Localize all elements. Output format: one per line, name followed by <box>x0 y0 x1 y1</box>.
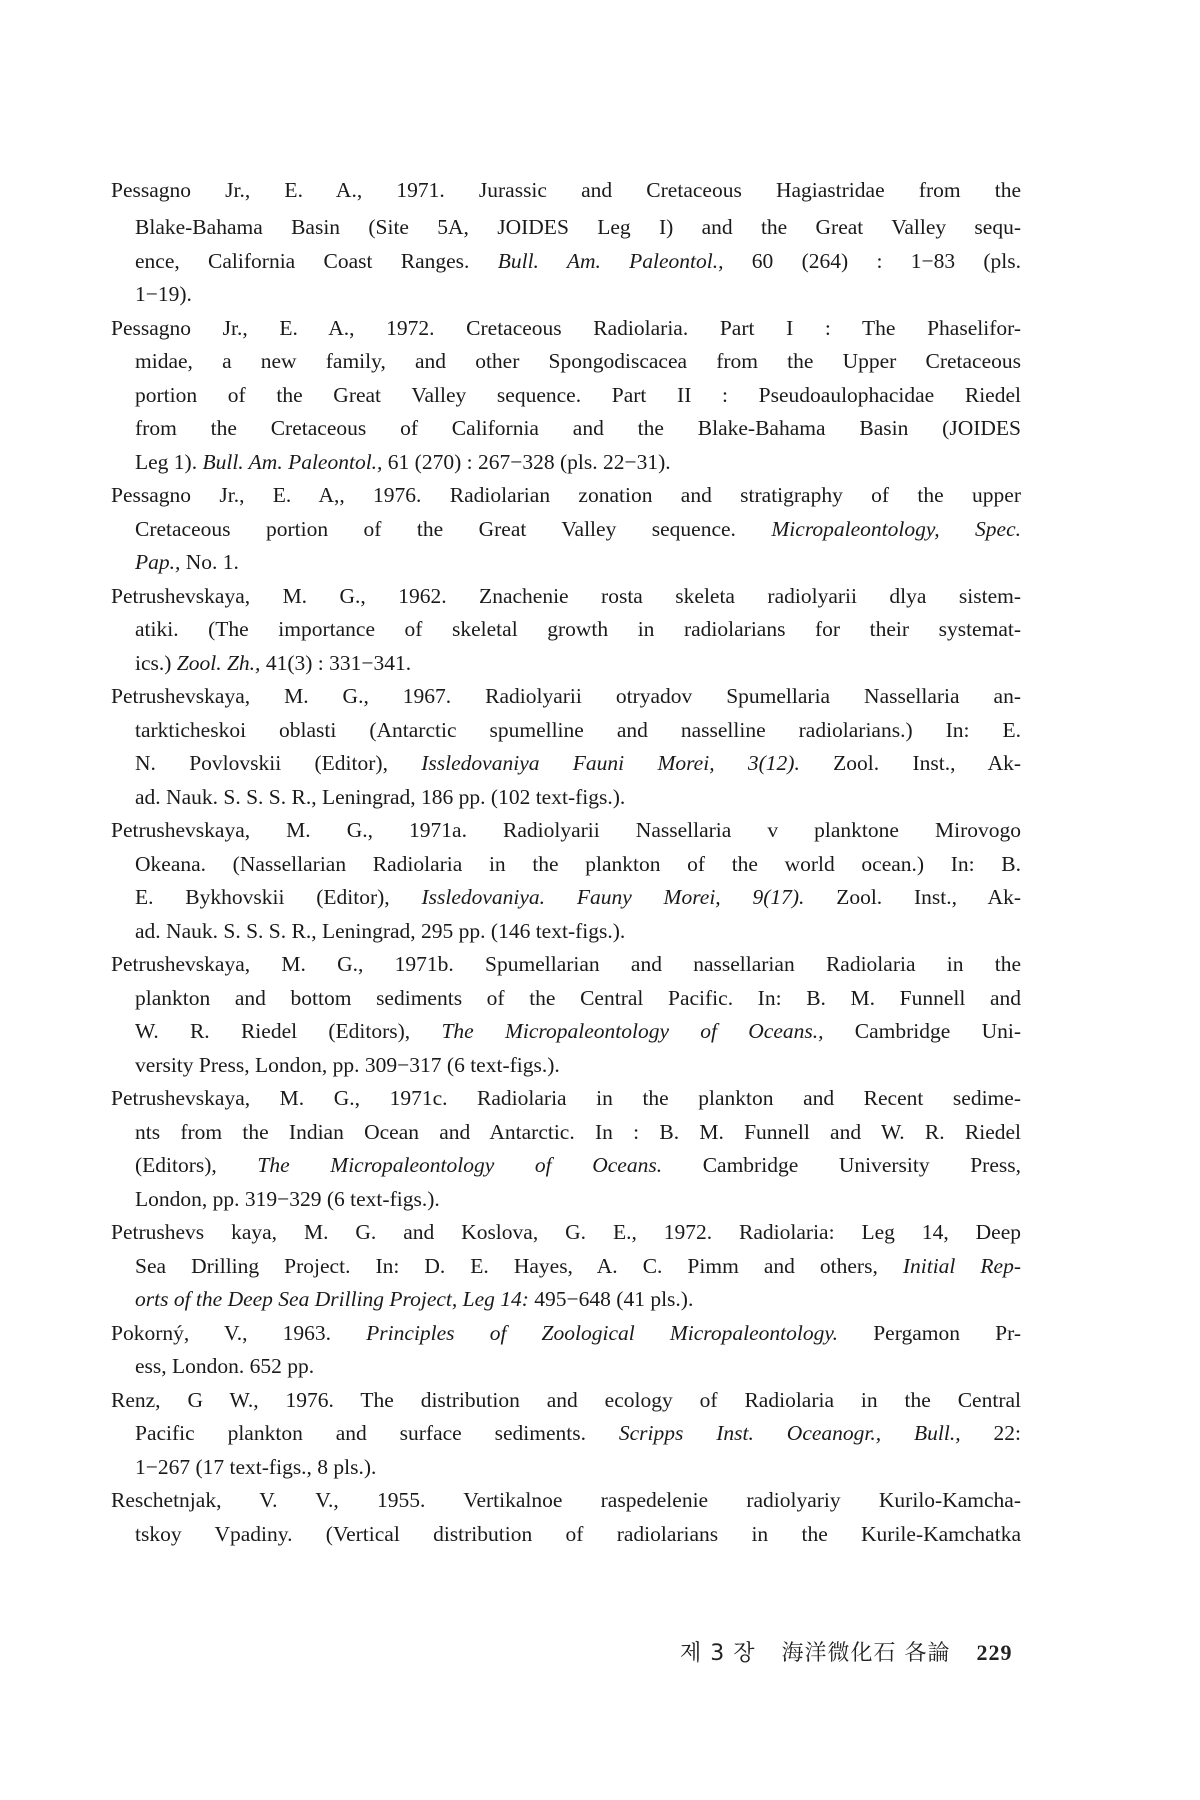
reference-line <box>111 915 1021 949</box>
reference-line <box>111 1350 1021 1384</box>
reference-entry <box>111 170 1021 312</box>
page-number: 229 <box>976 1640 1013 1665</box>
reference-text: ics.) <box>135 650 177 675</box>
reference-text: tskoy Vpadiny. (Vertical distribution of radiolarians in the Kurile-Kamchatka <box>135 1521 1021 1546</box>
reference-italic-title: Zool. Zh., <box>176 650 261 675</box>
reference-text: 60 (264) : 1−83 (pls. <box>723 248 1021 273</box>
reference-text: E. Bykhovskii (Editor), <box>135 885 422 909</box>
reference-text: tarkticheskoi oblasti (Antarctic spumelline and nasselline radiolarians.) In: E. <box>135 717 1021 742</box>
reference-line <box>111 881 1021 915</box>
reference-text: No. 1. <box>180 550 239 574</box>
reference-text: Petrushevskaya, M. G., 1971c. Radiolaria in the plankton and Recent sedime- <box>111 1086 1021 1110</box>
reference-line <box>111 781 1021 815</box>
reference-text: Petrushevskaya, M. G., 1962. Znachenie rosta skeleta radiolyarii dlya sistem- <box>111 583 1021 608</box>
reference-text: portion of the Great Valley sequence. Part II : Pseudoaulophacidae Riedel <box>135 382 1021 407</box>
reference-italic-title: orts of the Deep Sea Drilling Project, Leg 14: <box>135 1287 529 1311</box>
reference-text: Cambridge Uni- <box>823 1019 1021 1043</box>
reference-text: Sea Drilling Project. In: D. E. Hayes, A. C. Pimm and others, <box>135 1253 903 1278</box>
reference-text: atiki. (The importance of skeletal growth in radiolarians for their systemat- <box>135 617 1021 641</box>
reference-text: Petrushevskaya, M. G., 1971a. Radiolyarii Nassellaria v planktone Mirovogo <box>111 818 1021 842</box>
reference-italic-title: Principles of Zoological Micropaleontology. <box>366 1320 839 1345</box>
page-footer <box>680 1636 1013 1667</box>
reference-text: Pacific plankton and surface sediments. <box>135 1421 619 1445</box>
reference-italic-title: Micropaleontology, Spec. <box>771 516 1021 541</box>
reference-line <box>111 379 1021 413</box>
reference-entry <box>111 580 1021 681</box>
reference-text: 1−267 (17 text-figs., 8 pls.). <box>135 1454 377 1479</box>
reference-text: ad. Nauk. S. S. S. R., Leningrad, 295 pp. (146 text-figs.). <box>135 918 626 943</box>
reference-line <box>111 1384 1021 1418</box>
reference-text: Zool. Inst., Ak- <box>799 751 1022 775</box>
reference-text: versity Press, London, pp. 309−317 (6 text-figs.). <box>135 1052 560 1077</box>
reference-italic-title: Bull. Am. Paleontol., <box>202 449 383 474</box>
reference-line <box>111 1250 1021 1284</box>
reference-italic-title: The Micropaleontology of Oceans., <box>441 1019 824 1043</box>
reference-line <box>111 170 1021 211</box>
reference-text: Leg 1). <box>135 449 203 474</box>
reference-line <box>111 647 1021 681</box>
reference-text: W. R. Riedel (Editors), <box>135 1019 442 1043</box>
section-title: 海洋微化石 各論 <box>781 1641 951 1666</box>
reference-line <box>111 546 1021 580</box>
reference-text: Pokorný, V., 1963. <box>111 1320 367 1345</box>
reference-entry <box>111 312 1021 480</box>
reference-line <box>111 1049 1021 1083</box>
reference-entry <box>111 814 1021 948</box>
reference-text: Petrushevs kaya, M. G. and Koslova, G. E., 1972. Radiolaria: Leg 14, Deep <box>111 1220 1021 1244</box>
reference-text: plankton and bottom sediments of the Central Pacific. In: B. M. Funnell and <box>135 985 1021 1010</box>
reference-text: 495−648 (41 pls.). <box>528 1287 694 1311</box>
reference-text: ess, London. 652 pp. <box>135 1354 315 1378</box>
reference-text: midae, a new family, and other Spongodiscacea from the Upper Cretaceous <box>135 349 1021 373</box>
reference-italic-title: Pap., <box>135 550 181 574</box>
reference-line <box>111 982 1021 1016</box>
reference-text: 22: <box>960 1421 1021 1445</box>
reference-text: ad. Nauk. S. S. S. R., Leningrad, 186 pp. (102 text-figs.). <box>135 784 626 809</box>
reference-entry <box>111 1216 1021 1317</box>
reference-line <box>111 446 1021 480</box>
reference-list <box>111 170 1021 1551</box>
reference-text: 61 (270) : 267−328 (pls. 22−31). <box>382 449 671 474</box>
reference-text: Blake-Bahama Basin (Site 5A, JOIDES Leg I) and the Great Valley sequ- <box>135 215 1021 239</box>
reference-line <box>111 479 1021 513</box>
reference-line <box>111 1116 1021 1150</box>
reference-text: nts from the Indian Ocean and Antarctic. In : B. M. Funnell and W. R. Riedel <box>135 1119 1021 1144</box>
reference-italic-title: Issledovaniya. Fauny Morei, 9(17). <box>421 885 805 909</box>
reference-entry <box>111 948 1021 1082</box>
reference-line <box>111 714 1021 748</box>
reference-entry <box>111 1082 1021 1216</box>
reference-text: N. Povlovskii (Editor), <box>135 751 422 775</box>
reference-text: Petrushevskaya, M. G., 1971b. Spumellarian and nassellarian Radiolaria in the <box>111 952 1021 976</box>
reference-line <box>111 747 1021 781</box>
reference-entry <box>111 1384 1021 1485</box>
reference-text: Pessagno Jr., E. A., 1971. Jurassic and Cretaceous Hagiastridae from the <box>111 178 1021 202</box>
reference-text: from the Cretaceous of California and the Blake-Bahama Basin (JOIDES <box>135 416 1021 440</box>
reference-entry <box>111 1484 1021 1551</box>
reference-line <box>111 814 1021 848</box>
reference-text: Cambridge University Press, <box>662 1153 1021 1177</box>
reference-text: 41(3) : 331−341. <box>260 650 412 675</box>
reference-line <box>111 278 1021 312</box>
chapter-label: 제 3 장 <box>680 1641 756 1666</box>
reference-entry <box>111 479 1021 580</box>
reference-entry <box>111 680 1021 814</box>
reference-entry <box>111 1317 1021 1384</box>
reference-line <box>111 1518 1021 1552</box>
reference-italic-title: Issledovaniya Fauni Morei, 3(12). <box>421 751 800 775</box>
reference-line <box>111 680 1021 714</box>
reference-text: Okeana. (Nassellarian Radiolaria in the plankton of the world ocean.) In: B. <box>135 851 1021 876</box>
reference-line <box>111 345 1021 379</box>
reference-italic-title: Scripps Inst. Oceanogr., Bull., <box>618 1421 961 1445</box>
reference-line <box>111 1417 1021 1451</box>
reference-line <box>111 1216 1021 1250</box>
reference-line <box>111 613 1021 647</box>
reference-text: Cretaceous portion of the Great Valley sequence. <box>135 516 772 541</box>
reference-line <box>111 412 1021 446</box>
reference-line <box>111 312 1021 346</box>
reference-text: Petrushevskaya, M. G., 1967. Radiolyarii otryadov Spumellaria Nassellaria an- <box>111 684 1021 708</box>
reference-line <box>111 1082 1021 1116</box>
reference-line <box>111 211 1021 245</box>
reference-line <box>111 1015 1021 1049</box>
reference-italic-title: Initial Rep- <box>902 1253 1022 1278</box>
reference-line <box>111 848 1021 882</box>
reference-text: ence, California Coast Ranges. <box>135 248 498 273</box>
reference-italic-title: Bull. Am. Paleontol., <box>497 248 724 273</box>
reference-text: 1−19). <box>135 282 192 306</box>
reference-line <box>111 1317 1021 1351</box>
reference-line <box>111 513 1021 547</box>
reference-text: Reschetnjak, V. V., 1955. Vertikalnoe raspedelenie radiolyariy Kurilo-Kamcha- <box>111 1488 1021 1512</box>
reference-line <box>111 1484 1021 1518</box>
reference-line <box>111 1149 1021 1183</box>
reference-line <box>111 580 1021 614</box>
reference-text: Renz, G W., 1976. The distribution and ecology of Radiolaria in the Central <box>111 1387 1021 1412</box>
reference-text: London, pp. 319−329 (6 text-figs.). <box>135 1186 440 1211</box>
reference-text: Pergamon Pr- <box>838 1320 1021 1345</box>
reference-line <box>111 1183 1021 1217</box>
reference-line <box>111 948 1021 982</box>
reference-text: (Editors), <box>135 1153 258 1177</box>
reference-text: Pessagno Jr., E. A,, 1976. Radiolarian zonation and stratigraphy of the upper <box>111 483 1021 507</box>
reference-text: Pessagno Jr., E. A., 1972. Cretaceous Radiolaria. Part I : The Phaselifor- <box>111 315 1021 340</box>
reference-line <box>111 245 1021 279</box>
reference-line <box>111 1451 1021 1485</box>
reference-text: Zool. Inst., Ak- <box>804 885 1021 909</box>
reference-line <box>111 1283 1021 1317</box>
reference-italic-title: The Micropaleontology of Oceans. <box>257 1153 663 1177</box>
